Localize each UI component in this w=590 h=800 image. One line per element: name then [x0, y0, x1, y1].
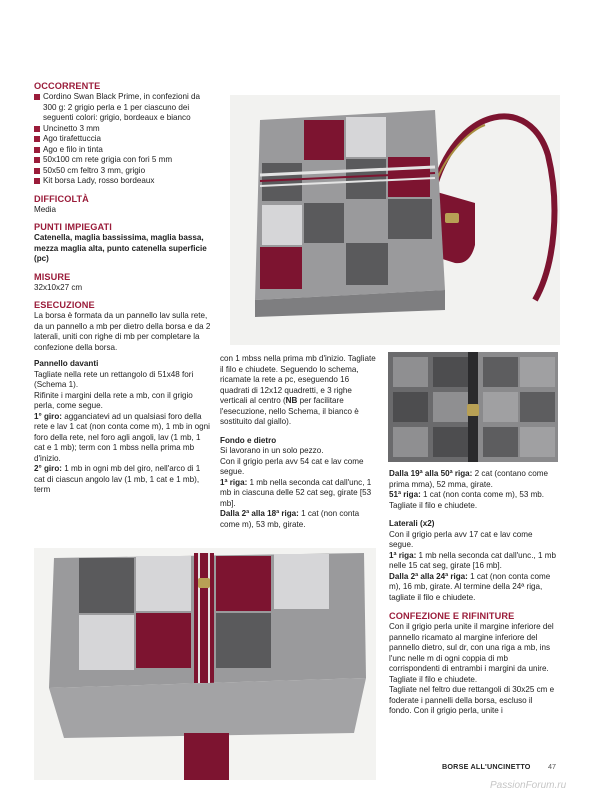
- laterali-title: Laterali (x2): [389, 519, 435, 528]
- r51-label: 51ª riga:: [389, 490, 421, 499]
- riga1-text: 1 mb nella seconda cat dall'unc, 1 mb in ciascuna delle 52 cat seg, girate [53 mb].: [220, 477, 372, 508]
- pannello-title: Pannello davanti: [34, 359, 99, 368]
- bag-open-illustration: [34, 548, 376, 780]
- list-item: 50x100 cm rete grigia con fori 5 mm: [34, 155, 212, 166]
- lr1-text: 1 mb nella seconda cat dall'unc., 1 mb nelle 15 cat seg, girate [16 mb].: [389, 550, 556, 570]
- lr1-label: 1ª riga:: [389, 550, 417, 560]
- riga2-text: 1 cat (non conta come m), 53 mb, girate.: [220, 509, 360, 529]
- rifinite-text: Rifinite i margini della rete a mb, con il grigio perla, come segue.: [34, 390, 193, 410]
- fondo-p2: Con il grigio perla avv 54 cat e lav come segue.: [220, 456, 364, 476]
- page-number: 47: [548, 762, 556, 771]
- list-item: Ago tirafettuccia: [34, 134, 212, 145]
- list-item: Kit borsa Lady, rosso bordeaux: [34, 176, 212, 187]
- misure-title: MISURE: [34, 271, 71, 282]
- confezione-p2: Tagliate nel feltro due rettangoli di 30x25 cm e foderate i pannelli della borsa, escluso il fondo. Con il grigio perla, unite i: [389, 685, 555, 715]
- materials-list: [34, 92, 212, 187]
- watermark: PassionForum.ru: [490, 780, 567, 791]
- fondo-title: Fondo e dietro: [220, 435, 277, 445]
- list-item: 50x50 cm feltro 3 mm, grigio: [34, 166, 212, 177]
- giro2-text: 1 mb in ogni mb del giro, nell'arco di 1 cat di ciascun angolo lav (1 mb, 1 cat e 1 mb), term: [34, 464, 201, 494]
- fondo-p1: Si lavorano in un solo pezzo.: [220, 446, 324, 455]
- difficolta-title: DIFFICOLTÀ: [34, 193, 89, 204]
- col2-top-text: con 1 mbss nella prima mb d'inizio. Tagliate il filo e chiudete. Seguendo lo schema, ricamate la rete a pc, eseguendo 16 quadrati di 12x12 quadretti, e 3 righe verticali al centro (: [220, 354, 376, 405]
- confezione-p1: Con il grigio perla unite il margine inferiore del pannello ricamato al margine inferiore del pannello dietro, sul dr, con una riga a mb, ins l'unc nelle m di ogni coppia di mb corrispondenti di entrambi i margini da unire. Tagliate il filo e chiudete.: [389, 622, 554, 684]
- esecuzione-section: [34, 300, 212, 496]
- nb-label: NB: [285, 396, 298, 405]
- giro2-label: 2° giro:: [34, 464, 62, 473]
- column-right: [389, 469, 556, 717]
- column-left: [34, 81, 212, 496]
- occorrente-section: [34, 81, 212, 187]
- occorrente-title: OCCORRENTE: [34, 81, 101, 91]
- bag-open-photo: [34, 548, 376, 780]
- lr2-label: Dalla 2ª alla 24ª riga:: [389, 571, 468, 581]
- punti-text: Catenella, maglia bassissima, maglia bassa, mezza maglia alta, punto catenella superficie (pc): [34, 233, 207, 263]
- riga1-label: 1ª riga:: [220, 477, 248, 487]
- punti-title: PUNTI IMPIEGATI: [34, 222, 112, 232]
- footer-title: BORSE ALL'UNCINETTO: [442, 762, 531, 771]
- list-item: Ago e filo in tinta: [34, 145, 212, 156]
- difficolta-text: Media: [34, 204, 57, 214]
- laterali-text: Con il grigio perla avv 17 cat e lav come segue.: [389, 529, 533, 549]
- pannello-text: Tagliate nella rete un rettangolo di 51x48 fori (Schema 1).: [34, 369, 194, 389]
- confezione-title: CONFEZIONE E RIFINITURE: [389, 611, 515, 621]
- detail-illustration: [388, 352, 558, 462]
- esecuzione-title: ESECUZIONE: [34, 300, 95, 310]
- misure-section: [34, 272, 212, 294]
- r51-text: 1 cat (non conta come m), 53 mb. Tagliate il filo e chiudete.: [389, 490, 545, 510]
- r19-label: Dalla 19ª alla 50ª riga:: [389, 469, 473, 478]
- column-middle: [220, 354, 380, 530]
- list-item: Uncinetto 3 mm: [34, 124, 212, 135]
- misure-text: 32x10x27 cm: [34, 282, 83, 292]
- giro1-text: agganciatevi ad un qualsiasi foro della rete e lav 1 cat (non conta come m), 1 mb in ogni foro della rete, nel foro agli angoli, lav (1 mb, 1 cat e 1 mb); term con 1 mbss nella prima mb d'inizio.: [34, 411, 210, 463]
- difficolta-section: [34, 194, 212, 216]
- nb-text: per facilitare l'esecuzione, nello Schema, il bianco è sostituito dal giallo).: [220, 396, 359, 426]
- esecuzione-intro: La borsa è formata da un pannello lav sulla rete, da un pannello a mb per dietro della borsa e da 2 laterali, uniti con righe di mb per completare la confezione della borsa.: [34, 311, 211, 352]
- punti-section: [34, 222, 212, 265]
- list-item: Cordino Swan Black Prime, in confezioni da 300 g: 2 grigio perla e 1 per ciascuno dei seguenti colori: grigio, bordeaux e bianco: [34, 92, 212, 124]
- lr2-text: 1 cat (non conta come m), 16 mb, girate. Al termine della 24ª riga, tagliate il filo e chiudete.: [389, 571, 551, 602]
- giro1-label: 1° giro:: [34, 411, 62, 421]
- riga2-label: Dalla 2ª alla 18ª riga:: [220, 509, 299, 518]
- bag-front-illustration: [230, 95, 560, 345]
- r19-text: 2 cat (contano come prima mma), 52 mma, girate.: [389, 469, 548, 489]
- bag-photo-top: [230, 95, 560, 345]
- bag-detail-photo: [388, 352, 558, 462]
